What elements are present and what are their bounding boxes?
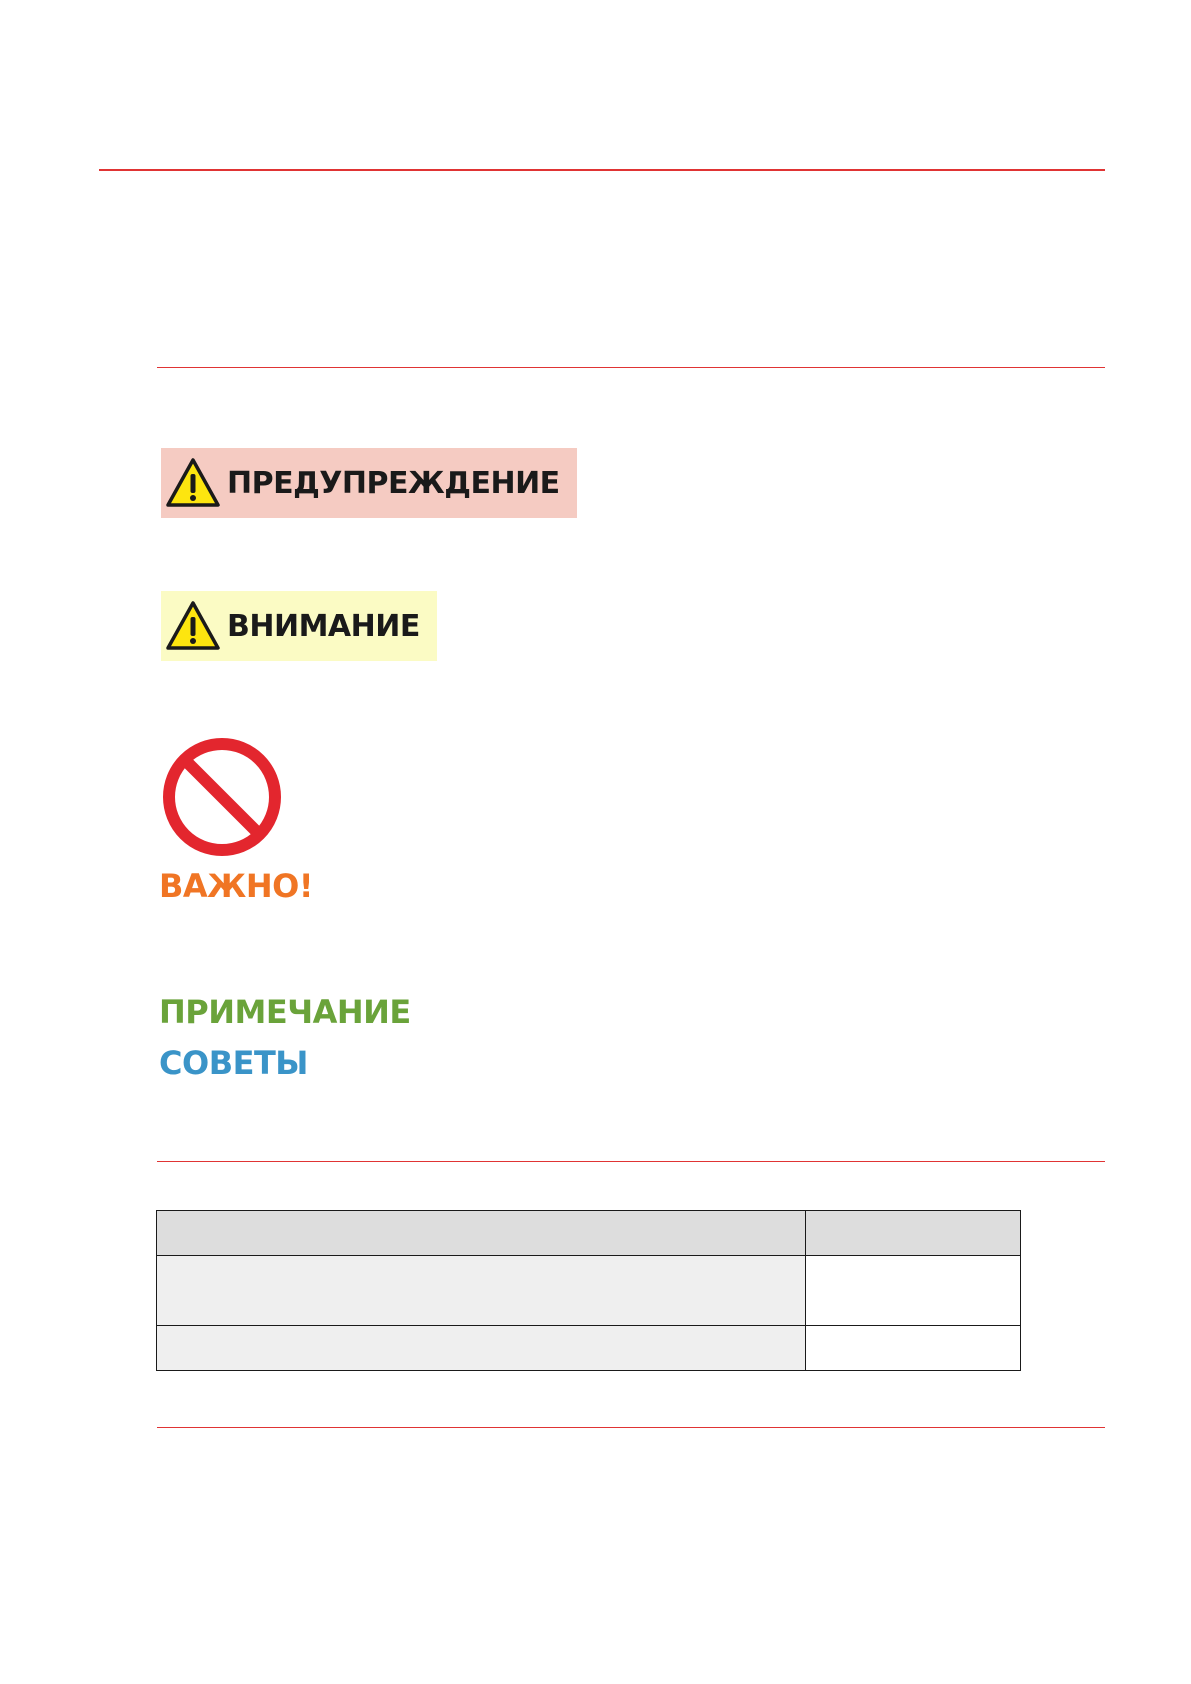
- prohibition-icon: [160, 735, 284, 859]
- table-header-row: [157, 1211, 1021, 1256]
- info-table: [156, 1210, 1021, 1371]
- important-label: ВАЖНО!: [159, 867, 313, 905]
- warning-triangle-icon: [165, 600, 221, 652]
- caution-banner: [161, 591, 437, 661]
- section-divider: [157, 1427, 1105, 1428]
- table-row: [157, 1326, 1021, 1371]
- warning-label: ПРЕДУПРЕЖДЕНИЕ: [227, 465, 560, 501]
- warning-triangle-icon: [165, 457, 221, 509]
- caution-label: ВНИМАНИЕ: [227, 608, 420, 644]
- warning-banner: [161, 448, 577, 518]
- table-cell: [157, 1256, 806, 1326]
- table-header-cell: [806, 1211, 1021, 1256]
- table-cell: [157, 1326, 806, 1371]
- note-label: ПРИМЕЧАНИЕ: [159, 993, 411, 1031]
- table-cell: [806, 1326, 1021, 1371]
- table-row: [157, 1256, 1021, 1326]
- table-header-cell: [157, 1211, 806, 1256]
- top-divider: [99, 169, 1105, 171]
- section-divider: [157, 1161, 1105, 1162]
- tips-label: СОВЕТЫ: [159, 1044, 308, 1082]
- section-divider: [157, 367, 1105, 368]
- table-cell: [806, 1256, 1021, 1326]
